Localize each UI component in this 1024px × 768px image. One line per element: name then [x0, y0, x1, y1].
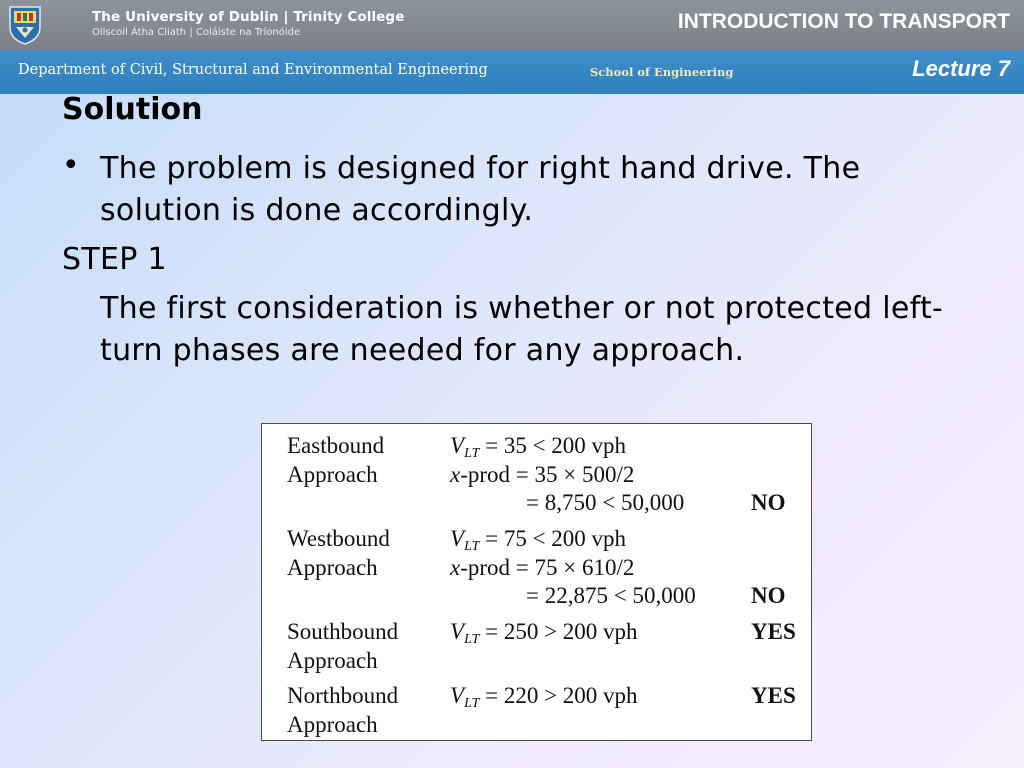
slide-title: Solution — [62, 92, 203, 127]
cross-product-formula: -prod = 35 × 500/2 — [460, 462, 635, 487]
v-subscript: LT — [464, 446, 480, 461]
cross-product-result: = 22,875 < 50,000 — [526, 583, 696, 608]
department-name: Department of Civil, Structural and Environmental Engineering — [18, 62, 488, 78]
bullet-marker: • — [62, 148, 80, 183]
approach-label: Approach — [287, 712, 378, 737]
lecture-number: Lecture 7 — [912, 56, 1010, 81]
step-label: STEP 1 — [62, 242, 167, 277]
check-result: YES — [751, 619, 796, 644]
volume-value: = 75 < 200 vph — [479, 526, 627, 551]
direction-label: Northbound — [287, 683, 399, 708]
volume-value: = 35 < 200 vph — [479, 433, 627, 458]
course-title: INTRODUCTION TO TRANSPORT — [677, 10, 1010, 33]
university-name-irish: Ollscoil Átha Cliath | Coláiste na Tríonóide — [92, 27, 301, 38]
volume-value: = 250 > 200 vph — [479, 619, 638, 644]
check-result: NO — [751, 583, 786, 608]
university-crest-icon — [8, 5, 42, 45]
cross-product-expression — [450, 554, 634, 582]
check-result: NO — [751, 490, 786, 515]
volume-expression — [450, 682, 638, 718]
v-subscript: LT — [464, 696, 480, 711]
university-name: The University of Dublin | Trinity College — [92, 9, 405, 25]
direction-label: Southbound — [287, 619, 399, 644]
school-name: School of Engineering — [590, 65, 734, 79]
bullet-text: The problem is designed for right hand drive. The solution is done accordingly. — [100, 151, 861, 228]
check-result: YES — [751, 683, 796, 708]
x-symbol: x — [450, 555, 461, 580]
v-subscript: LT — [464, 539, 480, 554]
approach-label: Approach — [287, 555, 378, 580]
v-subscript: LT — [464, 632, 480, 647]
direction-label: Eastbound — [287, 433, 385, 458]
volume-expression — [450, 618, 638, 654]
left-turn-check-table — [261, 423, 812, 741]
v-symbol: V — [450, 683, 465, 708]
v-symbol: V — [450, 526, 465, 551]
cross-product-result: = 8,750 < 50,000 — [526, 490, 685, 515]
step-text: The first consideration is whether or not protected left-turn phases are needed for any approach. — [100, 291, 944, 368]
cross-product-expression — [450, 461, 634, 489]
v-symbol: V — [450, 619, 465, 644]
direction-label: Westbound — [287, 526, 390, 551]
approach-label: Approach — [287, 462, 378, 487]
cross-product-formula: -prod = 75 × 610/2 — [460, 555, 635, 580]
volume-value: = 220 > 200 vph — [479, 683, 638, 708]
x-symbol: x — [450, 462, 461, 487]
approach-label: Approach — [287, 648, 378, 673]
v-symbol: V — [450, 433, 465, 458]
